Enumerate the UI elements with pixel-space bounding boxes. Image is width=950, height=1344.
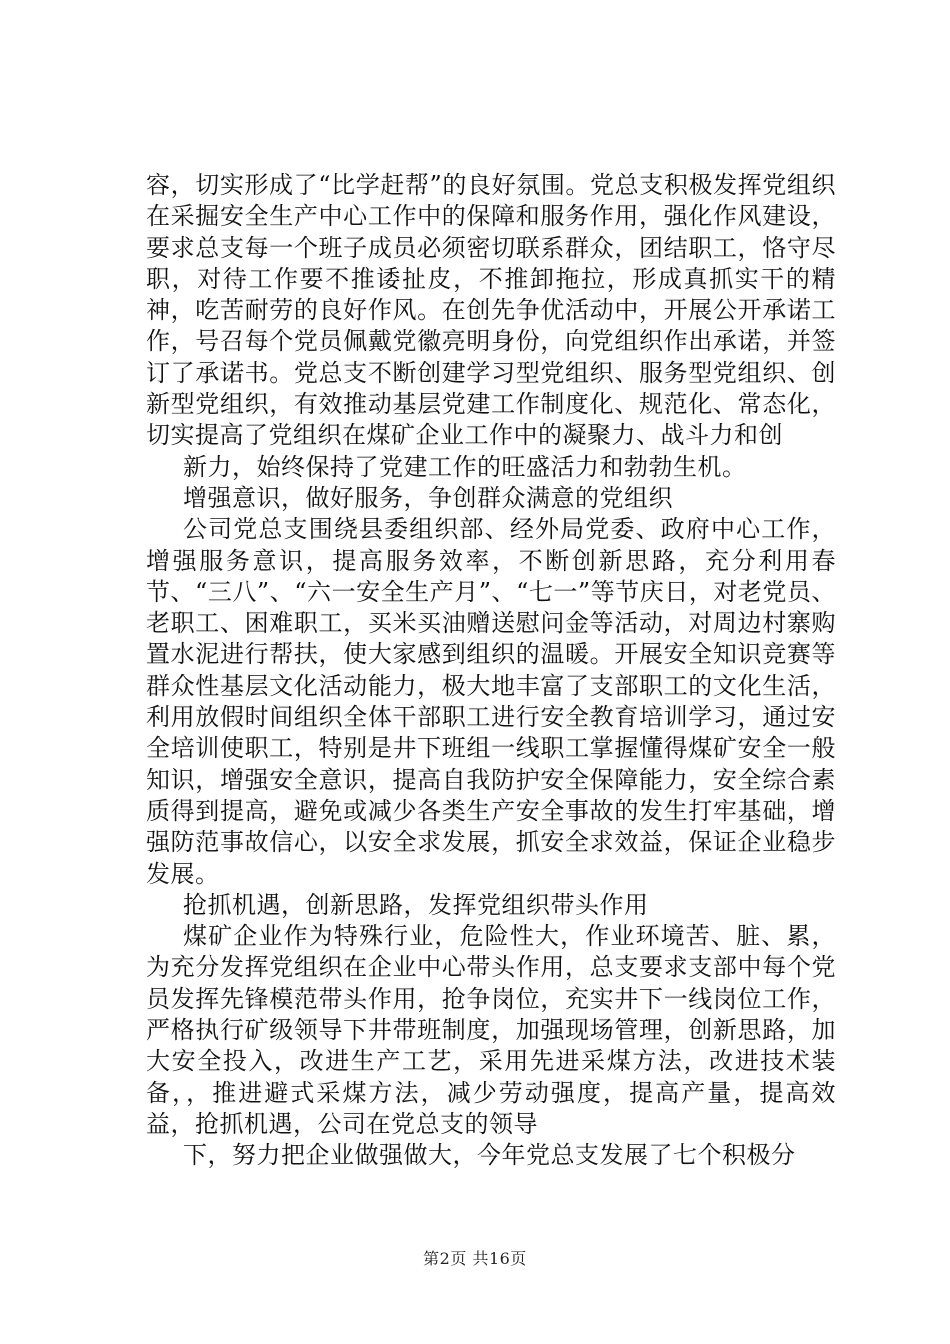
page-number-footer: 第2页 共16页 bbox=[423, 1249, 527, 1268]
paragraph-1: 容，切实形成了“比学赶帮”的良好氛围。党总支积极发挥党组织在采掘安全生产中心工作中的保障和服务作用，强化作风建设，要求总支每一个班子成员必须密切联系群众，团结职工，恪守尽职，对待工作要不推诿扯皮，不推卸拖拉，形成真抓实干的精神，吃苦耐劳的良好作风。在创先争优活动中，开展公开承诺工作，号召每个党员佩戴党徽亮明身份，向党组织作出承诺，并签订了承诺书。党总支不断创建学习型党组织、服务型党组织、创新型党组织，有效推动基层党建工作制度化、规范化、常态化，切实提高了党组织在煤矿企业工作中的凝聚力、战斗力和创 bbox=[146, 171, 836, 450]
document-body bbox=[146, 170, 836, 1172]
paragraph-5: 下，努力把企业做强做大，今年党总支发展了七个积极分 bbox=[183, 1141, 796, 1170]
paragraph-4: 煤矿企业作为特殊行业，危险性大，作业环境苦、脏、累，为充分发挥党组织在企业中心带头作用，总支要求支部中每个党员发挥先锋模范带头作用，抢争岗位，充实井下一线岗位工作，严格执行矿级领导下井带班制度，加强现场管理，创新思路，加大安全投入，改进生产工艺，采用先进采煤方法，改进技术装备，，推进避式采煤方法，减少劳动强度，提高产量，提高效益，抢抓机遇，公司在党总支的领导 bbox=[146, 922, 836, 1138]
section-heading-opportunity: 抢抓机遇，创新思路，发挥党组织带头作用 bbox=[183, 890, 649, 919]
paragraph-3: 公司党总支围绕县委组织部、经外局党委、政府中心工作，增强服务意识，提高服务效率，不断创新思路，充分利用春节、“三八”、“六一安全生产月”、“七一”等节庆日，对老党员、老职工、困难职工，买米买油赠送慰问金等活动，对周边村寨购置水泥进行帮扶，使大家感到组织的温暖。开展安全知识竞赛等群众性基层文化活动能力，极大地丰富了支部职工的文化生活，利用放假时间组织全体干部职工进行安全教育培训学习，通过安全培训使职工，特别是井下班组一线职工掌握懂得煤矿安全一般知识，增强安全意识，提高自我防护安全保障能力，安全综合素质得到提高，避免或减少各类生产安全事故的发生打牢基础，增强防范事故信心，以安全求发展，抓安全求效益，保证企业稳步发展。 bbox=[146, 515, 836, 888]
paragraph-2: 新力，始终保持了党建工作的旺盛活力和勃勃生机。 bbox=[183, 452, 747, 481]
section-heading-service: 增强意识，做好服务，争创群众满意的党组织 bbox=[183, 483, 673, 512]
